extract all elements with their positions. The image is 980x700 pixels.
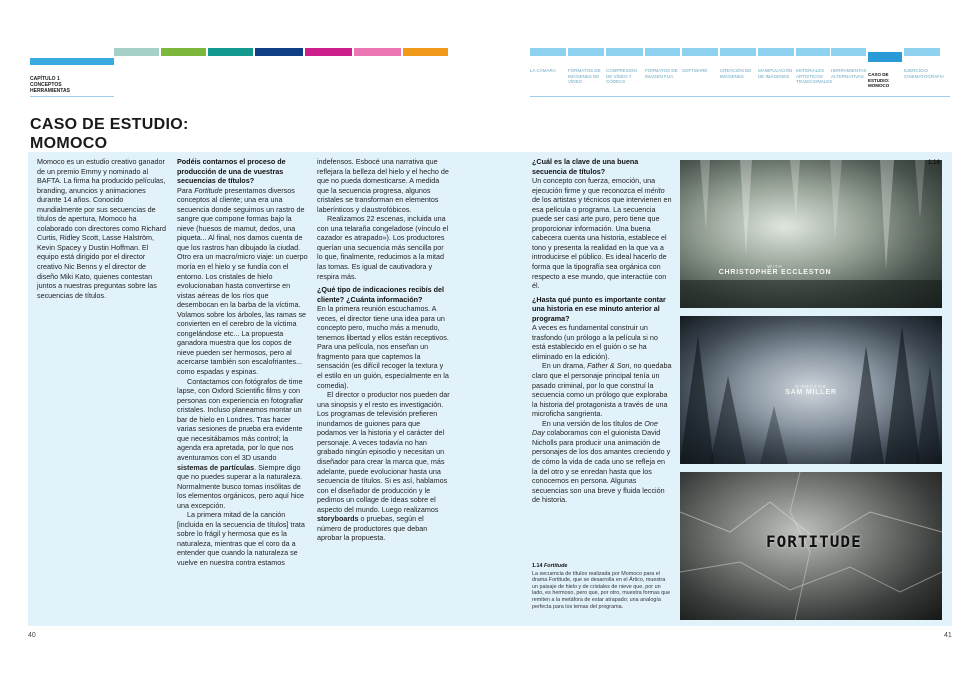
caption-number: 1.14 (532, 563, 543, 569)
text-run: . Siempre digo que no puedes superar a la naturaleza. Normalmente busco tomas insólitas de los elementos orgánicos, pero aquí hice una excepción. (177, 462, 305, 510)
text-run: o pruebas, según el número de productores que deban aprobar la propuesta. (317, 514, 428, 543)
nav-item-ejercicio: EJERCICIO CINEMATOGRAFÍA (904, 48, 940, 79)
page-number-left: 40 (28, 632, 36, 639)
strip-swatch (208, 48, 253, 56)
text-emphasis: Father & Son (587, 361, 630, 371)
credit-block (700, 264, 850, 276)
credit-role: DIRECTOR (795, 384, 827, 389)
chapter-title-1: CONCEPTOS (30, 82, 62, 88)
nav-item-manipulacion: MANIPULACIÓN DE IMÁGENES (758, 48, 794, 79)
nav-item-imagen-fija: FORMATOS DE IMAGEN FIJA (645, 48, 680, 79)
question-heading: ¿Qué tipo de indicaciones recibís del cliente? ¿Cuánta información? (317, 285, 445, 304)
text-bold: sistemas de partículas (177, 462, 255, 472)
text-run: , no quedaba claro que el personaje principal tenía un pasado criminal, por lo que construí la secuencia como un prólogo que exploraba la historia del protagonista a través de una microficha sangrienta. (532, 361, 672, 419)
text-run: presentamos diversos conceptos al cliente; una era una secuencia donde seguimos un rastro de sangre que compone formas bajo la nieve (huesos de mamut, dedos, una piqueta... Al final, nos damos cuenta de que los rastros han dibujado la ciudad. Otro era un macro/micro viaje: un cuerpo moría en el hielo y se fundía con el entorno. Los cristales de hielo evolucionaban hasta convertirse en vistas aéreas de los ríos que desembocan en la barba de la víctima. Volamos sobre los árboles, las ramas se convierten en el cerebro de la víctima congelándose etc... La propuesta ganadora muestra que los copos de nieve pueden ser hermosos, pero al acercarse también son escalofriantes... como espadas y espinas. (177, 185, 308, 377)
nav-item-camara: LA CÁMARA (530, 48, 566, 74)
chapter-bar (30, 58, 114, 65)
nav-item-compresion: COMPRESIÓN DE VÍDEO Y CÓDECS (606, 48, 643, 85)
question-heading: ¿Cuál es la clave de una buena secuencia de títulos? (532, 157, 639, 176)
question-heading: ¿Hasta qué punto es importante contar una historia en ese minuto anterior al programa? (532, 294, 666, 323)
caption-emphasis: Fortitude (544, 563, 568, 569)
text-emphasis: One Day (532, 418, 658, 438)
header-rule-right (530, 96, 950, 97)
nav-item-formatos-video: FORMATOS DE IMÁGENES DE VÍDEO (568, 48, 604, 85)
body-paragraph: La primera mitad de la canción [incluida en la secuencia de títulos] trata sobre lo frágil y hermosa que es la naturaleza, mientras que el coro da a entender que cuando la naturaleza se vuelve en nuestra contra estamos (177, 510, 305, 567)
text-run: Contactamos con fotógrafos de time lapse, con Oxford Scientific films y con personas con experiencia en fotografiar cristales. Incluso planeamos montar un bar de hielo en Londres. Tras hacer varias sesiones de prueba era evidente que necesitábamos más control; la agenda era apretada, por lo que nos aventuramos con el 3D usando (177, 376, 304, 462)
text-emphasis: mérito (644, 185, 665, 195)
section-nav (530, 48, 950, 108)
nav-item-software: SOFTWARE (682, 48, 718, 74)
text-run: El director o productor nos pueden dar una sinopsis y el resto es investigación. Los programas de televisión prefieren inundarnos de guiones para que podamos ver la historia y el carácter del personaje. A veces todavía no han grabado ningún episodio y necesitan un diseñador para crear la marca que, más adelante, puede evolucionar hasta una secuencia de títulos. Si es así, hablamos con el diseñador de producción y le pedimos un collage de ideas sobre el aspecto del mundo. Luego realizamos (317, 390, 450, 514)
credit-name: SAM MILLER (785, 389, 837, 396)
page-number-right: 41 (944, 632, 952, 639)
strip-swatch (255, 48, 303, 56)
title-still-fortitude-logo (680, 472, 942, 620)
answer-paragraph (532, 176, 672, 291)
chapter-title-2: HERRAMIENTAS (30, 88, 70, 94)
title-still-ice-spikes (680, 316, 942, 464)
fortitude-logo: FORTITUDE (766, 532, 862, 551)
credit-block (736, 384, 886, 396)
strip-swatch (161, 48, 206, 56)
question-heading: Podéis contarnos el proceso de producción de una de vuestras secuencias de títulos? (177, 157, 286, 186)
header-rule-left (30, 96, 114, 97)
column-2 (177, 157, 308, 568)
text-bold: storyboards (317, 514, 359, 524)
answer-paragraph: En la primera reunión escuchamos. A veces, el director tiene una idea para un concepto pero, mucho más a menudo, tenemos libertad y ellos están receptivos. Para una película, nos enseñan un fragmento para que captemos la sensación (es difícil recoger la textura y el estilo en un guión, especialmente en la comedia). (317, 304, 449, 390)
body-paragraph (177, 377, 308, 511)
nav-item-creacion: CREACIÓN DE IMÁGENES (720, 48, 756, 79)
body-paragraph (532, 361, 672, 418)
text-run: Un concepto con fuerza, emoción, una ejecución firme y que reconozca el (532, 176, 656, 195)
answer-paragraph (177, 186, 308, 377)
answer-paragraph: A veces es fundamental construir un trasfondo (un prólogo a la película si no está establecido en el guión o se ha eliminado en la edición). (532, 323, 658, 361)
column-3 (317, 157, 450, 543)
text-run: En un drama, (542, 361, 588, 371)
strip-swatch (305, 48, 352, 56)
nav-item-caso-estudio: CASO DE ESTUDIO: MOMOCO (868, 48, 902, 89)
page-title (30, 115, 189, 153)
chapter-label (30, 76, 70, 94)
nav-item-alternativas: HERRAMIENTAS ALTERNATIVAS (831, 48, 866, 79)
strip-swatch (403, 48, 448, 56)
figure-caption (532, 563, 672, 610)
strip-swatch (114, 48, 159, 56)
body-paragraph (532, 419, 672, 505)
text-run: En una versión de los títulos de (542, 418, 645, 428)
body-paragraph (317, 390, 450, 543)
body-paragraph: Realizamos 22 escenas, incluida una con una telaraña congeladose (vínculo el cazador es atrapado»). Los productores querían una secuencia más sencilla por lo que, finalmente, reducimos a la mitad las tomas. Es igual de cautivadora y respira más. (317, 214, 449, 281)
body-paragraph: indefensos. Esbocé una narrativa que reflejara la belleza del hielo y el hecho de que no pueda domesticarse. A medida que la secuencia progresa, algunos cristales se transforman en elementos laberínticos y claustrofóbicos. (317, 157, 449, 214)
text-run: de los artistas y técnicos que intervienen en esa película o programa. La secuencia puede ser casi arte puro, pero tiene que proporcionar información. Una buena cabecera cuenta una historia, establece el tono y presenta la realidad en la que va a introducirse el público. Es ideal hacerlo de forma que la tipografía sea orgánica con respecto a ese mundo, que interactúe con él. (532, 195, 672, 291)
caption-title (532, 563, 672, 570)
figure-number: 1.14 (928, 160, 940, 166)
title-still-ice-icicles (680, 160, 942, 308)
title-line-2: MOMOCO (30, 135, 108, 152)
chapter-number: CAPÍTULO 1 (30, 76, 60, 82)
strip-swatch (354, 48, 401, 56)
column-intro (37, 157, 169, 300)
caption-text: La secuencia de títulos realizada por Momoco para el drama Fortitude, que se desarrolla en el Ártico, muestra un paisaje de hielo y de cristales de nieve que, por un lado, es hermoso, pero que, por otro, muestra formas que remiten a la metáfora de estar atrapado; una analogía perfecta para los temas del programa. (532, 570, 671, 610)
icicles-illustration (680, 160, 942, 308)
title-line-1: CASO DE ESTUDIO: (30, 116, 189, 133)
credit-role: WITH (767, 264, 783, 269)
credit-name: CHRISTOPHER ECCLESTON (718, 269, 832, 276)
text-run: Para (177, 185, 195, 195)
intro-paragraph: Momoco es un estudio creativo ganador de un premio Emmy y nominado al BAFTA. La firma ha producido películas, branding, anuncios y animaciones durante 14 años. Conocido mundialmente por sus secuencias de títulos de apertura, Momoco ha colaborado con directores como Richard Curtis, Ridley Scott, Lasse Halström, Kevin Spacey y Dustin Hoffman. El equipo está dirigido por el director creativo Nic Benns y el director de diseño Miki Kato, quienes contestan juntos a nuestras preguntas sobre las secuencias de títulos. (37, 157, 167, 300)
nav-item-materiales: MATERIALES ARTÍSTICOS TRADICIONALES (796, 48, 830, 85)
text-emphasis: Fortitude (194, 185, 223, 195)
text-run: colaboramos con el guionista David Nicholls para producir una animación de personajes de los dos amantes creciendo y de cómo la vida de cada uno se refleja en la del otro y se enredan hasta que los conocemos en persona. Algunas secuencias son una breve y fluida lección de historia. (532, 428, 671, 505)
column-4 (532, 157, 672, 505)
